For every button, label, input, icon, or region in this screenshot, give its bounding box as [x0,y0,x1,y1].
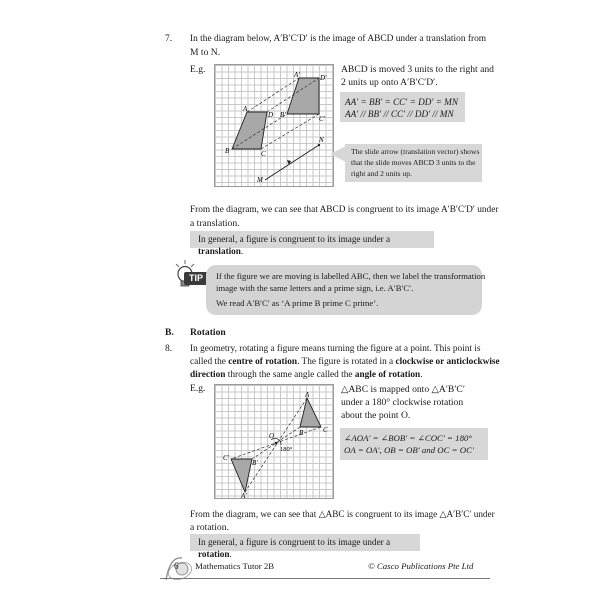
q7-concl-line1: From the diagram, we can see that ABCD is congruent to its image A′B′C′D′ under [190,205,499,215]
q7-desc-line2: 2 units up onto A′B′C′D′. [341,77,438,88]
q7-intro-line1: In the diagram below, A′B′C′D′ is the image of ABCD under a translation from [190,34,487,44]
q8-general-box: In general, a figure is congruent to its image under a rotation. [190,534,420,551]
label-a-prime: A′ [294,71,300,79]
section-letter: B. [165,327,174,338]
tip-badge: TIP [184,272,208,285]
q8-intro: In geometry, rotating a figure means turning the figure at a point. This point is called the centre of rotation. The figure is rotated in a clockwise or anticlockwise direction through the same angle called the angle of rotation. [190,344,500,380]
label-n: N [319,136,324,144]
q8-rotation-diagram [215,385,333,498]
tip-line3: We read A′B′C′ as ‘A prime B prime C prime’. [216,298,379,308]
q7-arrow-note-line1: The slide arrow (translation vector) shows [351,147,480,156]
q7-intro [190,33,490,59]
book-title: Mathematics Tutor 2B [195,561,275,571]
q7-arrow-note-line2: that the slide moves ABCD 3 units to the [351,158,476,167]
q7-general-prefix: In general, a figure is congruent to its image under a [198,234,391,244]
shape-abcd [232,112,267,149]
q7-conclusion [190,204,499,230]
q7-arrow-note [345,144,482,182]
label-b-prime: B′ [280,111,286,119]
q7-translation-diagram [215,65,333,186]
tip-box [206,265,486,315]
page-ornament-icon [160,552,200,586]
q7-desc-line1: ABCD is moved 3 units to the right and [341,64,494,75]
triangle-abc-prime [231,459,252,492]
q8-concl-line2: a rotation. [190,522,229,533]
q7-translation-grid [214,64,334,187]
question-number-7: 7. [165,33,173,44]
q8-desc-line1: △ABC is mapped onto △A′B′C′ [341,384,465,395]
label-c-prime: C′ [223,454,230,462]
label-o: O [269,432,275,440]
tip-line2: image with the same letters and a prime sign, i.e. A′B′C′. [216,283,414,293]
q7-description [341,63,494,89]
q8-eg-label: E.g. [190,383,206,394]
label-b: B [225,147,230,155]
label-angle: 180° [280,446,293,453]
q7-general-box: In general, a figure is congruent to its image under a translation. [190,231,434,248]
centre-point [275,442,278,445]
page-number: 6 [174,561,179,571]
q8-rotation-grid [214,384,334,499]
q8-desc-line3: about the point O. [341,410,411,421]
footer-rule [160,578,490,579]
label-b-prime: B′ [252,459,258,467]
label-c-prime: C′ [319,115,326,123]
translation-vector [265,145,319,180]
label-c: C [323,426,328,434]
callout-pointer [330,144,346,164]
label-a-prime: A′ [241,492,247,498]
q7-equation-box [340,92,465,122]
q7-concl-line2: a translation. [190,218,240,229]
q7-general-bold: translation [198,246,241,256]
shape-abcd-prime [287,78,319,114]
q8-concl-line1: From the diagram, we can see that △ABC is congruent to its image △A′B′C′ under [190,509,495,519]
label-c: C [261,150,266,158]
triangle-abc [300,398,321,427]
vector-arrowhead [287,160,291,165]
label-d-prime: D′ [320,74,327,82]
q8-desc-line2: under a 180° clockwise rotation [341,397,464,408]
q7-intro-line2: M to N. [190,47,221,58]
q8-description [341,383,489,422]
question-number-8: 8. [165,343,173,354]
q7-eq-line2: AA′ // BB′ // CC′ // DD′ // MN [345,109,454,119]
label-d: D [268,111,274,119]
label-b: B [299,429,304,437]
q7-eq-line1: AA′ = BB′ = CC′ = DD′ = MN [345,97,458,107]
q7-eg-label: E.g. [190,64,206,75]
label-a: A [305,391,310,399]
line-aa-prime [245,398,307,492]
q8-general-prefix: In general, a figure is congruent to its image under a [198,537,391,547]
section-title: Rotation [190,327,226,338]
q7-arrow-note-line3: right and 2 units up. [351,169,412,178]
q8-eq-line2: OA = OA′, OB = OB′ and OC = OC′ [344,445,474,455]
line-cc-prime [261,114,319,149]
label-m: M [257,176,263,184]
q8-conclusion [190,508,495,534]
copyright: © Casco Publications Pte Ltd [368,561,474,571]
q8-general-bold: rotation [198,549,230,559]
q8-equation-box [340,428,488,460]
label-a: A [243,105,248,113]
tip-line1: If the figure we are moving is labelled ABC, then we label the transformation [216,271,486,281]
q8-eq-line1: ∠AOA′ = ∠BOB′ = ∠COC′ = 180° [344,433,472,443]
